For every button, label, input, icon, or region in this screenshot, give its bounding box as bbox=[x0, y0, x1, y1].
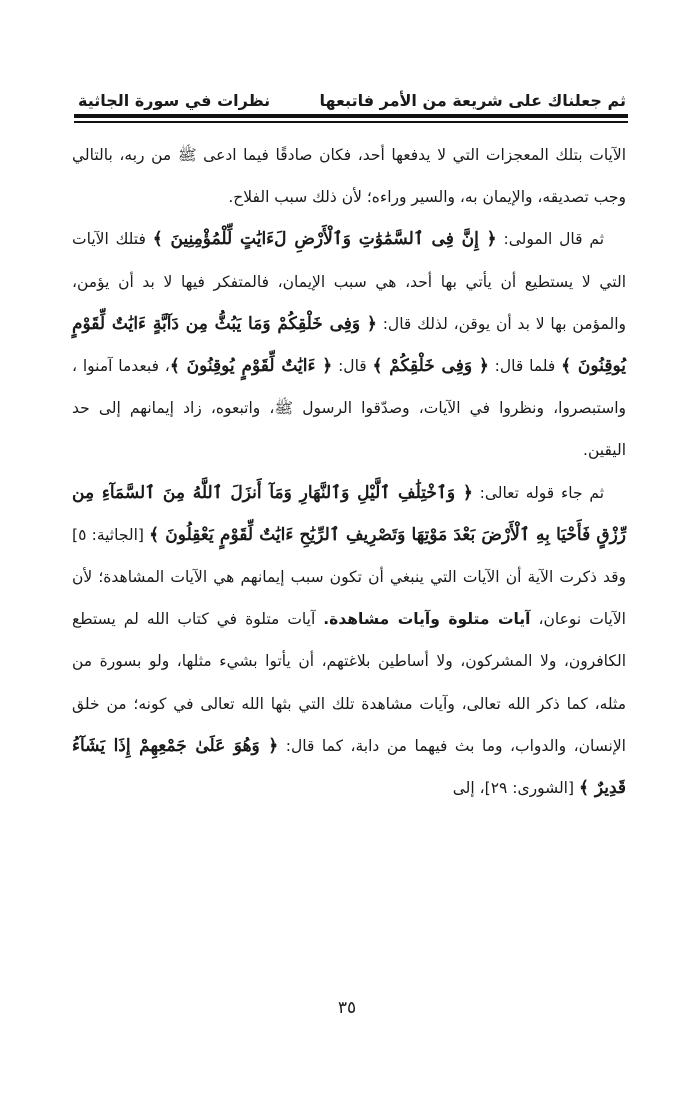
paragraph-text: [الجاثية: ٥] وقد ذكرت الآية أن الآيات التي ينبغي أن تكون سبب إيمانهم هي الآيات المشاهدة؛ لأن الآيات نوعان، bbox=[72, 525, 626, 629]
paragraph-text: فلما قال: bbox=[488, 357, 562, 376]
quran-verse: ﴿ وَفِى خَلْقِكُمْ وَمَا يَبُثُّ مِن دَآبَّةٍ ءَايَٰتٌ لِّقَوْمٍ يُوقِنُونَ ﴾ bbox=[72, 313, 626, 377]
quran-verse: ﴿ إِنَّ فِى ٱلسَّمَٰوَٰتِ وَٱلْأَرْضِ لَءَايَٰتٍ لِّلْمُؤْمِنِينَ ﴾ bbox=[152, 229, 497, 250]
quran-verse: ﴿ وَٱخْتِلَٰفِ ٱلَّيْلِ وَٱلنَّهَارِ وَمَآ أَنزَلَ ٱللَّهُ مِنَ ٱلسَّمَآءِ مِن رِّزْقٍ فَأَحْيَا بِهِ ٱلْأَرْضَ بَعْدَ مَوْتِهَا وَتَصْرِيفِ ٱلرِّيَٰحِ ءَايَٰتٌ لِّقَوْمٍ يَعْقِلُونَ ﴾ bbox=[72, 482, 627, 545]
quran-verse: ﴿ ءَايَٰتٌ لِّقَوْمٍ يُوقِنُونَ ﴾ bbox=[169, 356, 333, 377]
paragraph-text: ثم قال المولى: bbox=[496, 230, 605, 249]
book-title: نظرات في سورة الجاثية bbox=[78, 91, 271, 110]
quran-verse: ﴿ وَفِى خَلْقِكُمْ ﴾ bbox=[372, 356, 489, 377]
paragraph bbox=[72, 134, 626, 218]
paragraph-text: [الشورى: ٢٩]، إلى bbox=[452, 779, 579, 798]
paragraph-text: ، فبعدما آمنوا ، واستبصروا، ونظروا في الآيات، وصدّقوا الرسول ﷺ، واتبعوه، زاد إيمانهم إلى حد اليقين. bbox=[72, 357, 626, 460]
paragraph-text: الآيات بتلك المعجزات التي لا يدفعها أحد، فكان صادقًا فيما ادعى ﷺ من ربه، بالتالي وجب تصديقه، والإيمان به، والسير وراءه؛ لأن ذلك سبب الفلاح. bbox=[72, 146, 626, 207]
emphasis-text: آيات متلوة وآيات مشاهدة. bbox=[323, 610, 531, 629]
header-rule-thin bbox=[74, 121, 628, 123]
paragraph-text: آيات متلوة في كتاب الله لم يستطع الكافرون، ولا المشركون، ولا أساطين بلاغتهم، أن يأتوا بشيء مثلها، ولو بسورة من مثله، كما ذكر الله تعالى، وآيات مشاهدة تلك التي بثها الله تعالى في كونه؛ من خلق الإنسان، والدواب، وما بث فيهما من دابة، كما قال: bbox=[72, 610, 626, 755]
chapter-title: ثم جعلناك على شريعة من الأمر فاتبعها bbox=[319, 91, 626, 110]
paragraph-text: ثم جاء قوله تعالى: bbox=[472, 483, 605, 502]
quran-verse: ﴿ وَهُوَ عَلَىٰ جَمْعِهِمْ إِذَا يَشَآءُ قَدِيرٌ ﴾ bbox=[72, 735, 626, 799]
paragraph bbox=[72, 472, 626, 810]
paragraph bbox=[72, 218, 626, 471]
body-text bbox=[72, 134, 626, 809]
running-header bbox=[78, 78, 626, 110]
paragraph-text: قال: bbox=[332, 357, 373, 376]
page-number: ٣٥ bbox=[337, 998, 357, 1018]
header-rule-thick bbox=[74, 114, 628, 118]
paragraph-text: فتلك الآيات التي لا يستطيع أن يأتي بها أحد، هي سبب الإيمان، فالمتفكر فيها لا بد أن يؤمن، والمؤمن بها لا بد أن يوقن، لذلك قال: bbox=[72, 230, 627, 333]
